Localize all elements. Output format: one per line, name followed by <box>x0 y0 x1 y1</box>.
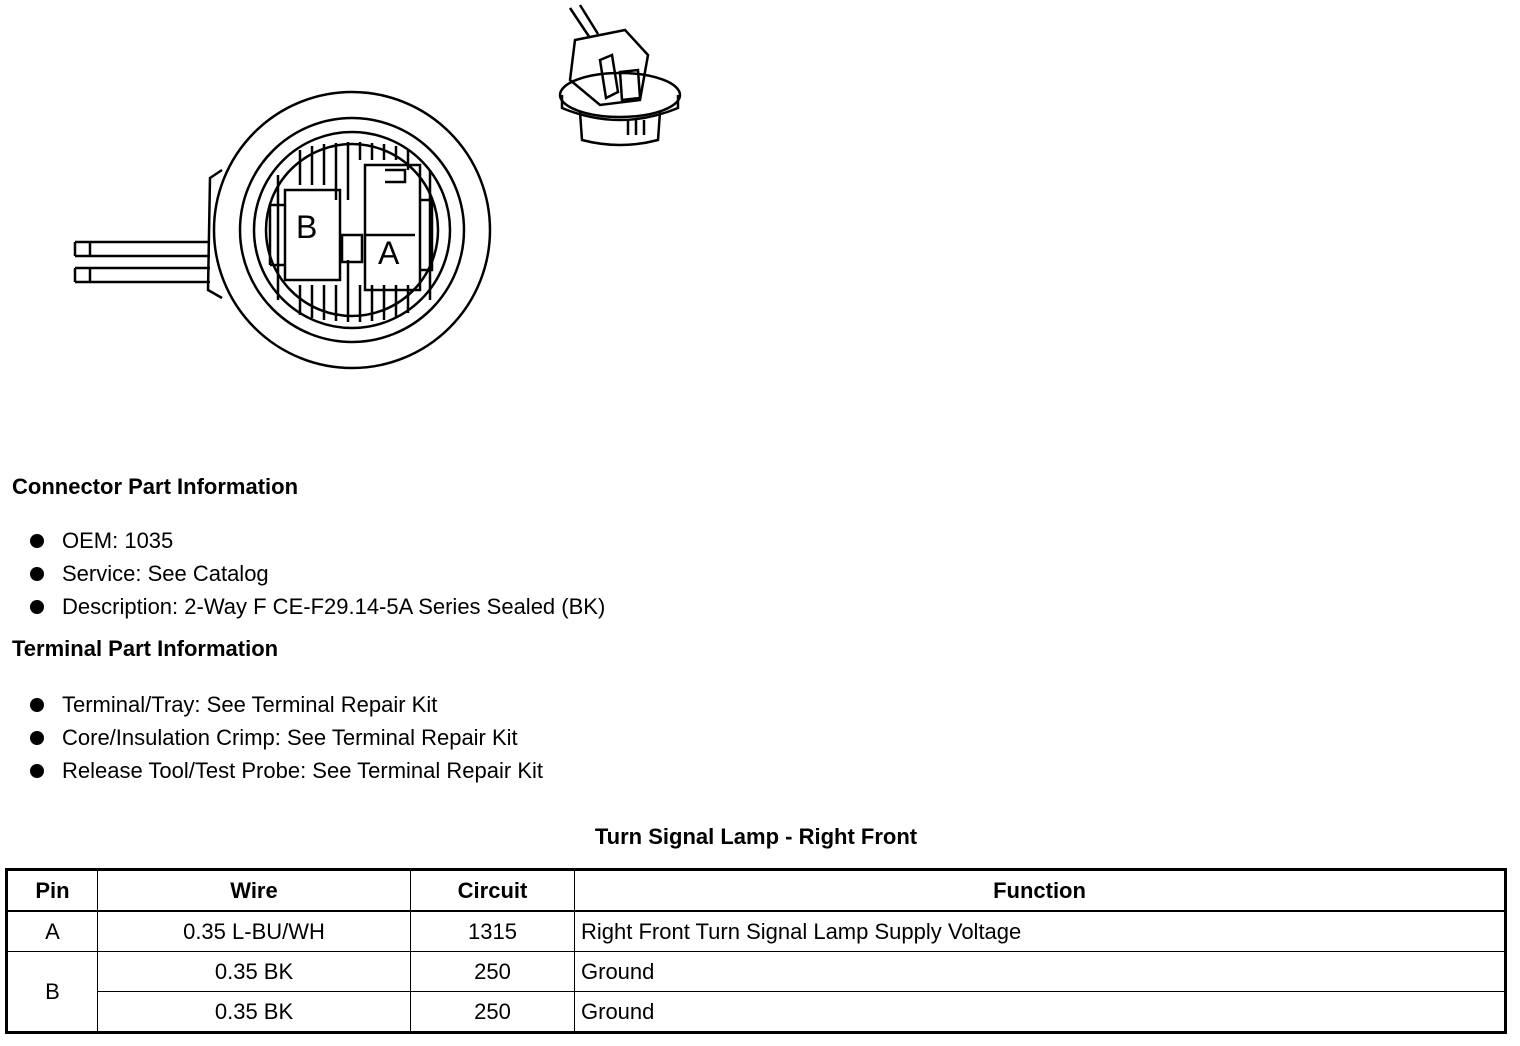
terminal-info-heading: Terminal Part Information <box>12 636 279 661</box>
cell-wire: 0.35 BK <box>98 992 411 1033</box>
pin-label-b: B <box>296 209 318 245</box>
pinout-table <box>5 868 1507 1034</box>
list-item: Core/Insulation Crimp: See Terminal Repair Kit <box>28 721 543 754</box>
wire-leads <box>75 242 210 282</box>
list-item: Description: 2-Way F CE-F29.14-5A Series Sealed (BK) <box>28 590 605 623</box>
table-header-row <box>7 870 1506 912</box>
list-item: OEM: 1035 <box>28 524 605 557</box>
cell-circuit: 250 <box>411 952 575 992</box>
cell-pin: A <box>7 911 98 952</box>
list-item: Release Tool/Test Probe: See Terminal Repair Kit <box>28 754 543 787</box>
connector-info-heading: Connector Part Information <box>12 474 299 499</box>
header-function: Function <box>575 870 1506 912</box>
list-item: Service: See Catalog <box>28 557 605 590</box>
terminal-info-list <box>28 688 543 787</box>
table-row <box>7 992 1506 1033</box>
cell-wire: 0.35 L-BU/WH <box>98 911 411 952</box>
cavity-a <box>365 165 432 290</box>
cell-circuit: 1315 <box>411 911 575 952</box>
cell-circuit: 250 <box>411 992 575 1033</box>
cell-function: Right Front Turn Signal Lamp Supply Voltage <box>575 911 1506 952</box>
cell-function: Ground <box>575 992 1506 1033</box>
connector-info-list <box>28 524 605 623</box>
connector-side-view <box>560 5 680 145</box>
header-wire: Wire <box>98 870 411 912</box>
table-row <box>7 952 1506 992</box>
table-row <box>7 911 1506 952</box>
cell-pin: B <box>7 952 98 1033</box>
header-circuit: Circuit <box>411 870 575 912</box>
pin-label-a: A <box>378 235 400 271</box>
cell-wire: 0.35 BK <box>98 952 411 992</box>
header-pin: Pin <box>7 870 98 912</box>
connector-diagram <box>0 0 720 400</box>
table-title: Turn Signal Lamp - Right Front <box>594 824 918 849</box>
cell-function: Ground <box>575 952 1506 992</box>
list-item: Terminal/Tray: See Terminal Repair Kit <box>28 688 543 721</box>
